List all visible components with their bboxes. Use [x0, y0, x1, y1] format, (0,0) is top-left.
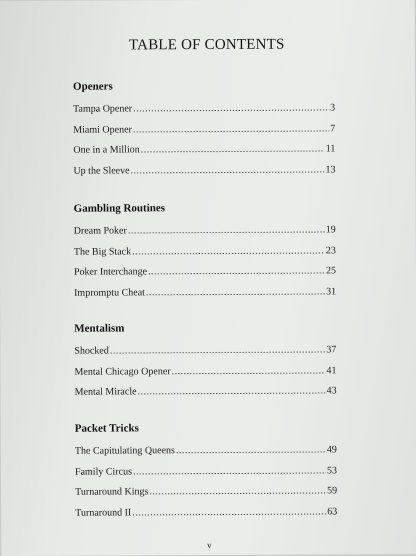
entry-page: 23: [325, 244, 336, 256]
section-heading: Mentalism: [74, 322, 125, 335]
section-mentalism: [74, 321, 336, 407]
entry-title: Tampa Opener: [73, 103, 133, 115]
dot-leader: [133, 123, 329, 135]
section-heading: Openers: [72, 80, 113, 93]
toc-entry: [75, 444, 337, 466]
entry-page: 7: [330, 122, 336, 134]
toc-entry: [74, 286, 336, 308]
dot-leader: [172, 365, 326, 377]
toc-entry: [75, 485, 337, 507]
toc-entry: [73, 102, 335, 124]
toc-entry: [74, 265, 336, 287]
entry-title: Family Circus: [74, 465, 132, 478]
dot-leader: [148, 265, 325, 277]
dot-leader: [132, 506, 326, 518]
entry-page: 41: [326, 364, 337, 376]
toc-entry: [73, 143, 335, 165]
entry-page: 59: [327, 485, 338, 497]
dot-leader: [137, 385, 325, 397]
dot-leader: [128, 224, 325, 236]
entry-title: Shocked: [74, 345, 109, 357]
page-title: TABLE OF CONTENTS: [128, 36, 285, 54]
dot-leader: [131, 164, 325, 176]
section-heading: Gambling Routines: [73, 202, 166, 215]
section-packet-tricks: [75, 421, 338, 527]
entry-page: 13: [325, 163, 336, 175]
entry-title: Dream Poker: [73, 225, 127, 237]
entry-page: 25: [325, 265, 336, 277]
entry-title: One in a Million: [73, 144, 140, 156]
toc-entry: [74, 245, 336, 267]
dot-leader: [133, 102, 329, 114]
entry-title: The Capitulating Queens: [74, 445, 175, 457]
toc-entry: [75, 506, 337, 528]
section-openers: [73, 79, 336, 185]
entry-page: 19: [325, 224, 336, 236]
dot-leader: [132, 245, 325, 257]
entry-title: Turnaround Kings: [75, 486, 149, 498]
dot-leader: [133, 465, 326, 477]
toc-entry: [74, 344, 336, 366]
entry-title: Poker Interchange: [73, 266, 148, 278]
entry-page: 31: [326, 285, 337, 297]
entry-title: Up the Sleeve: [73, 164, 130, 177]
toc-entry: [74, 365, 336, 387]
page-number: v: [207, 539, 212, 551]
entry-title: Turnaround II: [75, 506, 132, 519]
toc-entry: [75, 385, 337, 407]
entry-page: 43: [326, 385, 337, 397]
entry-page: 11: [325, 143, 336, 155]
entry-title: Mental Miracle: [74, 386, 137, 398]
toc-entry: [73, 164, 335, 186]
toc-entry: [75, 465, 337, 487]
dot-leader: [110, 344, 326, 356]
entry-title: Miami Opener: [73, 123, 132, 136]
section-gambling-routines: [74, 201, 337, 307]
toc-entry: [73, 123, 335, 145]
dot-leader: [146, 286, 325, 298]
entry-page: 49: [326, 444, 337, 456]
dot-leader: [176, 444, 326, 456]
entry-title: Impromptu Cheat: [74, 286, 145, 299]
entry-title: The Big Stack: [73, 245, 132, 258]
dot-leader: [149, 485, 326, 497]
entry-title: Mental Chicago Opener: [74, 365, 171, 378]
entry-page: 3: [330, 102, 336, 114]
dot-leader: [141, 143, 325, 155]
entry-page: 53: [326, 464, 338, 476]
section-heading: Packet Tricks: [74, 422, 139, 435]
entry-page: 37: [326, 344, 337, 356]
entry-page: 63: [327, 505, 338, 517]
toc-entry: [74, 224, 336, 246]
